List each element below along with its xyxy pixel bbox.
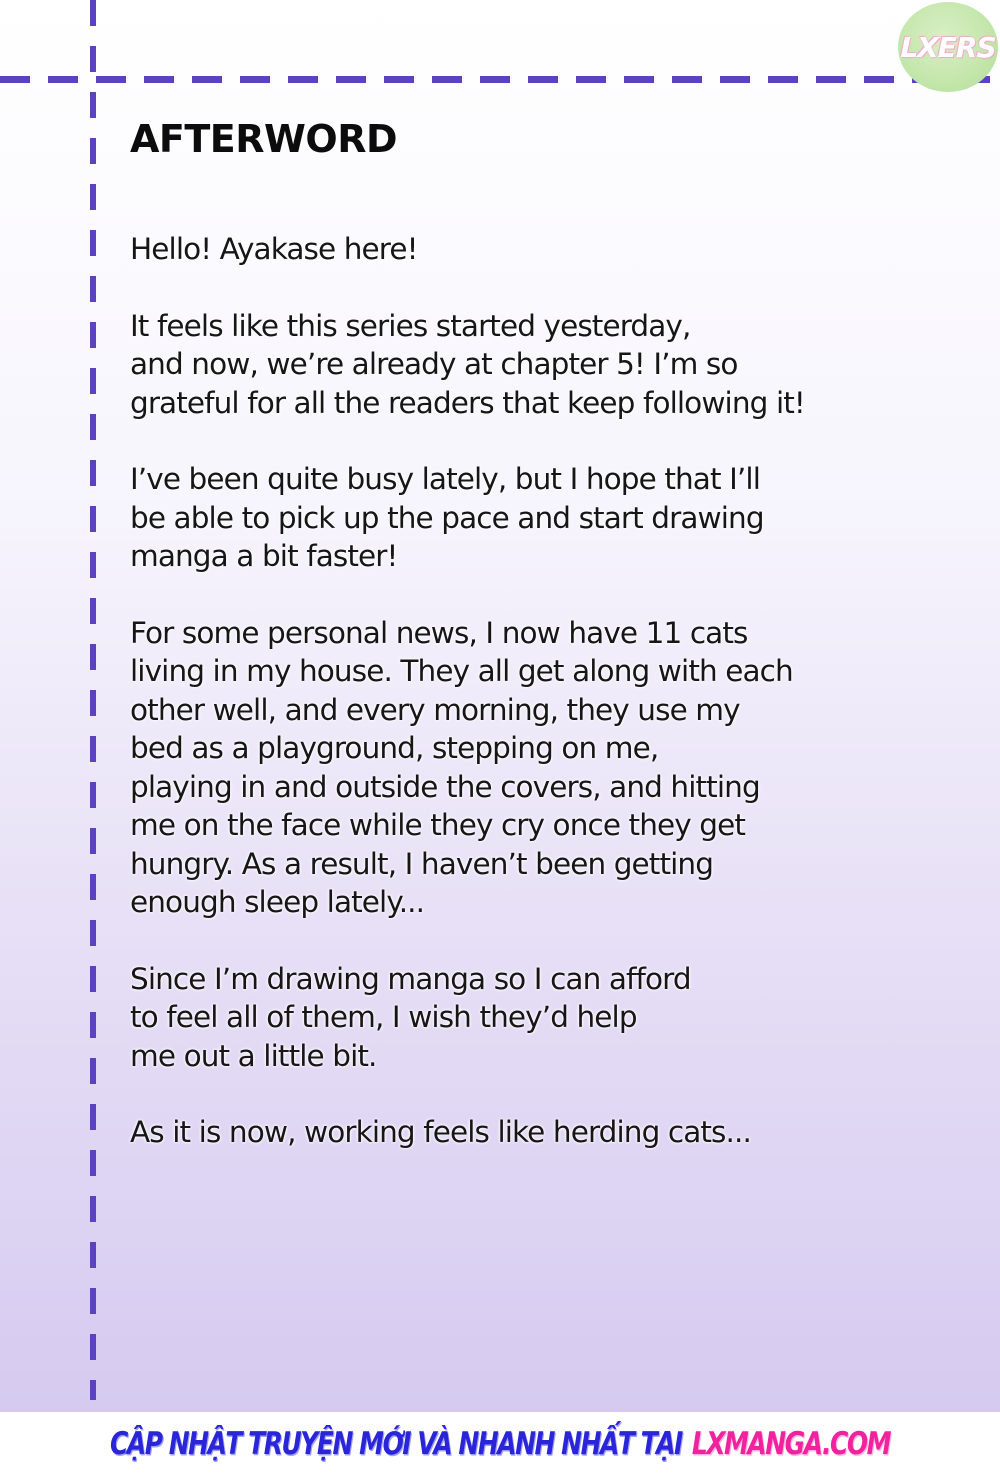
paragraph-cats: For some personal news, I now have 11 cats living in my house. They all get along with each other well, and every morning, they use my bed as a playground, stepping on me, playing in and outside the covers, and hitting me on the face while they cry once they get hungry. As a result, I haven’t been getting enough sleep lately... — [130, 615, 793, 919]
banner-site-link[interactable]: LXMANGA.COM — [691, 1425, 890, 1462]
paragraph-series: It feels like this series started yesterday, and now, we’re already at chapter 5! I’m so grateful for all the readers that keep following it! — [130, 308, 805, 420]
banner-main-text: CẬP NHẬT TRUYỆN MỚI VÀ NHANH NHẤT TẠI — [110, 1425, 682, 1462]
paragraph-help: Since I’m drawing manga so I can afford to feel all of them, I wish they’d help me out a little bit. — [130, 961, 691, 1073]
dashed-horizontal-border — [0, 76, 1000, 83]
lxers-logo-text: LXERS — [900, 30, 996, 64]
paragraph-busy: I’ve been quite busy lately, but I hope that I’ll be able to pick up the pace and start drawing manga a bit faster! — [130, 462, 764, 573]
lxers-logo — [898, 2, 998, 92]
paragraph-closing: As it is now, working feels like herding cats... — [130, 1115, 751, 1149]
afterword-body — [130, 230, 980, 1190]
banner-text — [110, 1425, 890, 1461]
page-title: AFTERWORD — [130, 117, 398, 161]
site-banner — [0, 1412, 1000, 1475]
dashed-vertical-border — [90, 0, 96, 1400]
paragraph-greeting: Hello! Ayakase here! — [130, 232, 418, 266]
